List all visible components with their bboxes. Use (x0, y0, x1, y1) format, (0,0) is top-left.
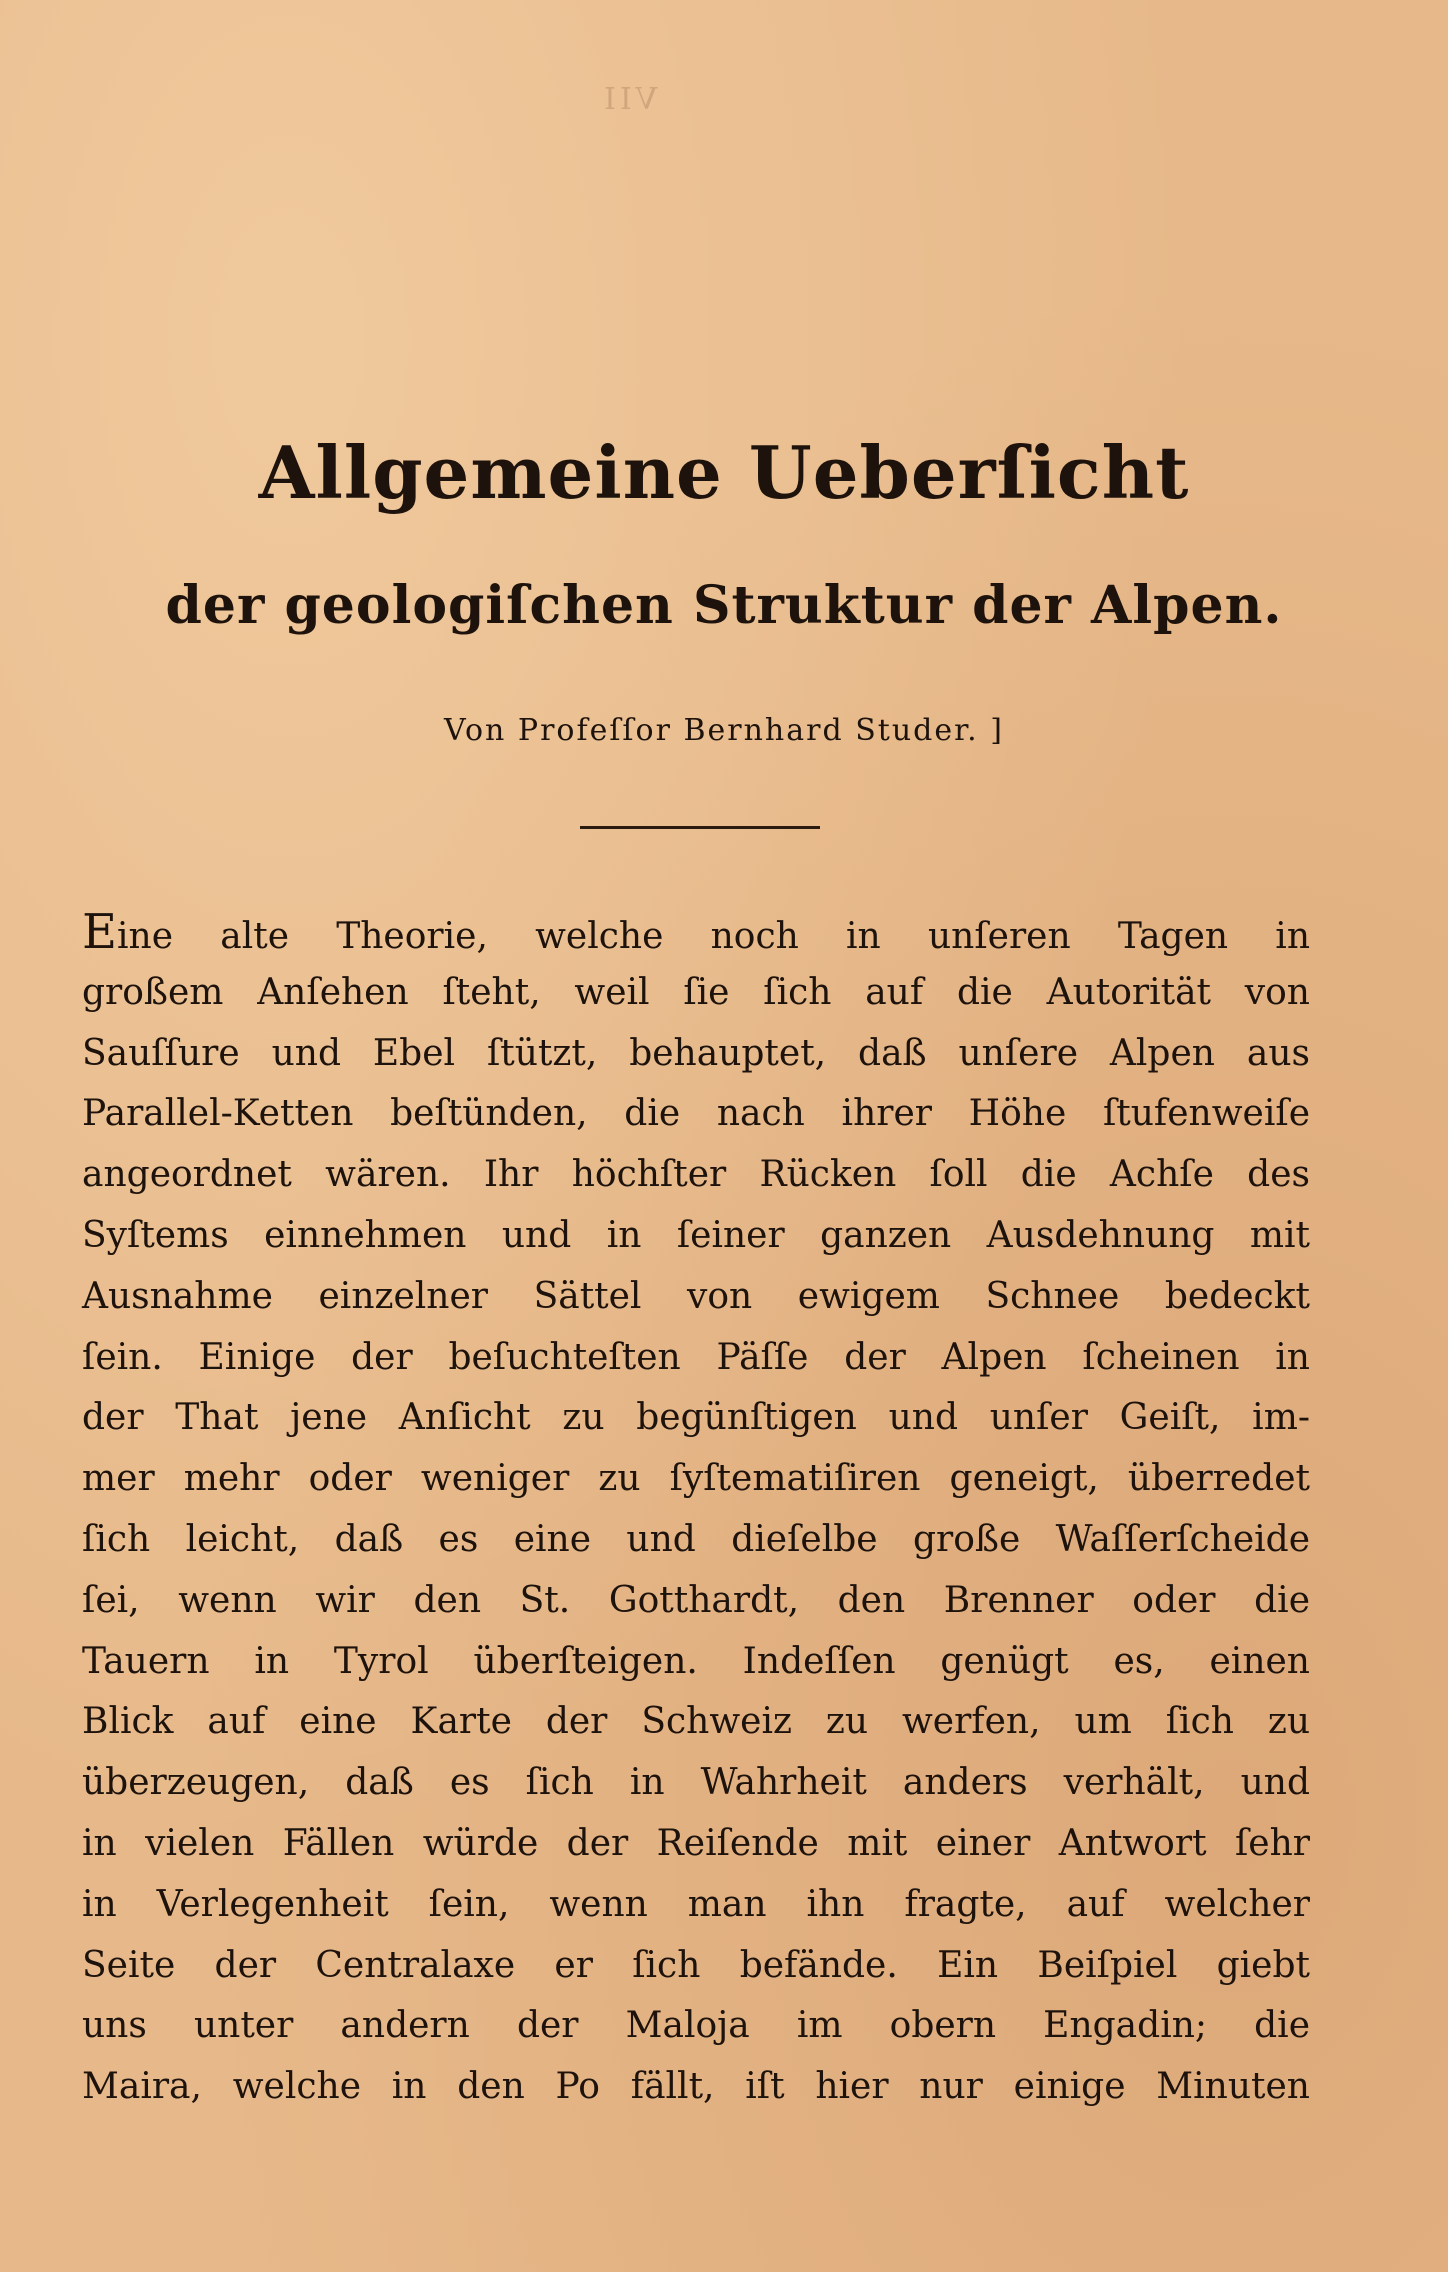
text-line: ſich leicht, daß es eine und dieſelbe große Waſſerſcheide (82, 1518, 1310, 1560)
text-line: Parallel-Ketten beſtünden, die nach ihrer Höhe ſtufenweiſe (82, 1093, 1310, 1135)
text-line: Maira, welche in den Po fällt, iſt hier nur einige Minuten (82, 2066, 1310, 2108)
author-byline: Von Profeſſor Bernhard Studer. ] (444, 713, 1004, 748)
text-line: ſein. Einige der beſuchteſten Päſſe der Alpen ſcheinen in (82, 1336, 1310, 1378)
text-line: großem Anſehen ſteht, weil ſie ſich auf die Autorität von (82, 971, 1310, 1013)
text-line: Seite der Centralaxe er ſich befände. Ein Beiſpiel giebt (82, 1944, 1310, 1986)
text-line: mer mehr oder weniger zu ſyſtematiſiren geneigt, überredet (82, 1458, 1310, 1500)
text-line: uns unter andern der Maloja im obern Engadin; die (82, 2005, 1310, 2047)
page-title: Allgemeine Ueberſicht (258, 430, 1190, 515)
text-line: in vielen Fällen würde der Reiſende mit einer Antwort ſehr (82, 1822, 1310, 1864)
title-divider (580, 826, 820, 829)
bleed-through-text: VII (600, 82, 658, 117)
body-paragraph (82, 902, 1310, 2118)
text-line: Tauern in Tyrol überſteigen. Indeſſen genügt es, einen (82, 1640, 1310, 1682)
text-line: Syſtems einnehmen und in ſeiner ganzen Ausdehnung mit (82, 1214, 1310, 1256)
text-line: ſei, wenn wir den St. Gotthardt, den Brenner oder die (82, 1579, 1310, 1621)
text-line: Blick auf eine Karte der Schweiz zu werfen, um ſich zu (82, 1701, 1310, 1743)
text-line: überzeugen, daß es ſich in Wahrheit anders verhält, und (82, 1762, 1310, 1804)
text-line: Ausnahme einzelner Sättel von ewigem Schnee bedeckt (82, 1275, 1310, 1317)
text-line: in Verlegenheit ſein, wenn man ihn fragte, auf welcher (82, 1883, 1310, 1925)
text-line: angeordnet wären. Ihr höchſter Rücken ſoll die Achſe des (82, 1154, 1310, 1196)
text-line: Eine alte Theorie, welche noch in unſeren Tagen in (82, 904, 1310, 960)
text-line: Sauſſure und Ebel ſtützt, behauptet, daß unſere Alpen aus (82, 1032, 1310, 1074)
text-line: der That jene Anſicht zu begünſtigen und unſer Geiſt, im- (82, 1397, 1310, 1439)
page-subtitle: der geologiſchen Struktur der Alpen. (165, 575, 1283, 636)
